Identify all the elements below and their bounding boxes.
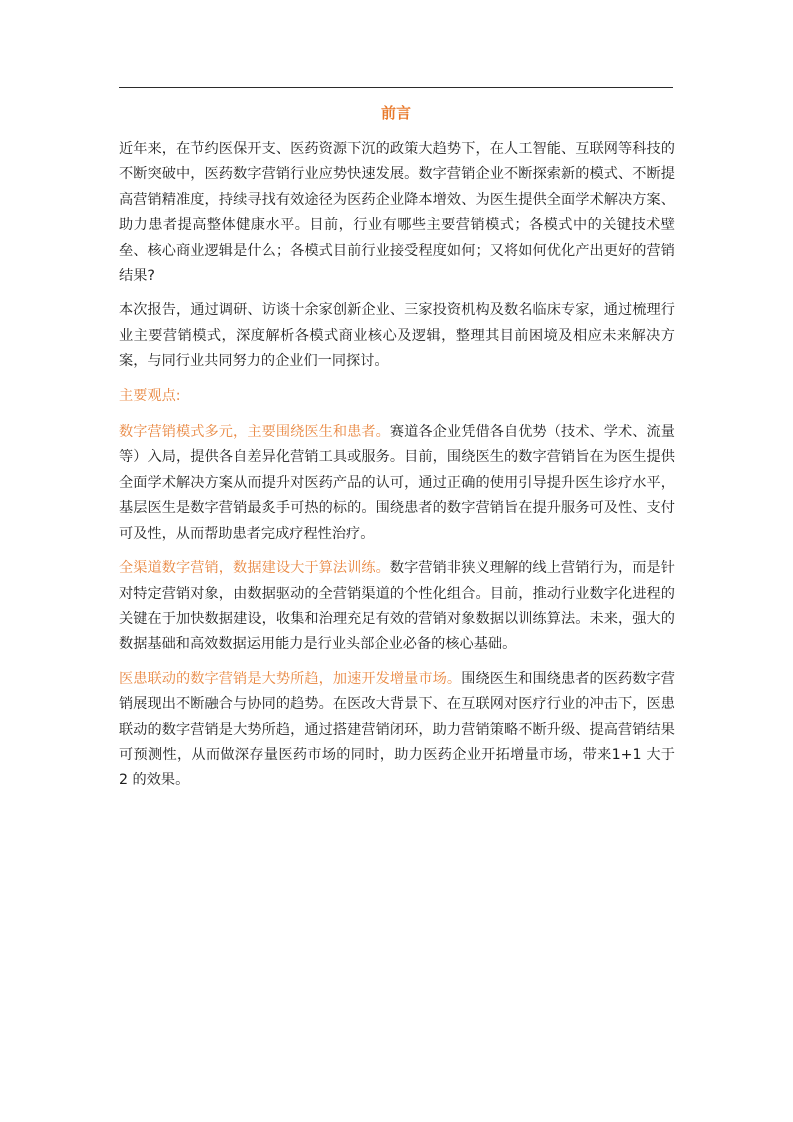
- viewpoint-2-highlight: 全渠道数字营销，数据建设大于算法训练。: [119, 560, 390, 577]
- viewpoint-3-body: 围绕医生和围绕患者的医药数字营销展现出不断融合与协同的趋势。在医改大背景下、在互联网对医疗行业的冲击下，医患联动的数字营销是大势所趋，通过搭建营销闭环，助力营销策略不断升级、提高营销结果可预测性，从而做深存量医药市场的同时，助力医药企业开拓增量市场，带来1+1 大于 2 的效果。: [119, 670, 675, 789]
- viewpoint-1-body: 赛道各企业凭借各自优势（技术、学术、流量等）入局，提供各自差异化营销工具或服务。目前，围绕医生的数字营销旨在为医生提供全面学术解决方案从而提升对医药产品的认可，通过正确的使用引导提升医生诊疗水平，基层医生是数字营销最炙手可热的标的。围绕患者的数字营销旨在提升服务可及性、支付可及性，从而帮助患者完成疗程性治疗。: [119, 424, 675, 542]
- viewpoint-3: [119, 667, 675, 794]
- viewpoint-2: [119, 556, 675, 658]
- viewpoint-2-body: 数字营销非狭义理解的线上营销行为，而是针对特定营销对象，由数据驱动的全营销渠道的个性化组合。目前，推动行业数字化进程的关键在于加快数据建设，收集和治理充足有效的营销对象数据以训练算法。未来，强大的数据基础和高效数据运用能力是行业头部企业必备的核心基础。: [119, 560, 675, 653]
- viewpoint-1-highlight: 数字营销模式多元，主要围绕医生和患者。: [119, 424, 390, 441]
- viewpoints-label: 主要观点:: [119, 387, 181, 404]
- preface-body: [119, 137, 675, 803]
- report-scope-paragraph: 本次报告，通过调研、访谈十余家创新企业、三家投资机构及数名临床专家，通过梳理行业主要营销模式，深度解析各模式商业核心及逻辑，整理其目前困境及相应未来解决方案，与同行业共同努力的企业们一同探讨。: [119, 302, 675, 370]
- header-rule: [119, 87, 673, 88]
- viewpoint-3-highlight: 医患联动的数字营销是大势所趋，加速开发增量市场。: [119, 670, 462, 687]
- viewpoint-1: [119, 420, 675, 547]
- intro-paragraph: 近年来，在节约医保开支、医药资源下沉的政策大趋势下，在人工智能、互联网等科技的不断突破中，医药数字营销行业应势快速发展。数字营销企业不断探索新的模式、不断提高营销精准度，持续寻找有效途径为医药企业降本增效、为医生提供全面学术解决方案、助力患者提高整体健康水平。目前，行业有哪些主要营销模式；各模式中的关键技术壁垒、核心商业逻辑是什么；各模式目前行业接受程度如何；又将如何优化产出更好的营销结果?: [119, 141, 675, 285]
- section-title: 前言: [380, 104, 411, 122]
